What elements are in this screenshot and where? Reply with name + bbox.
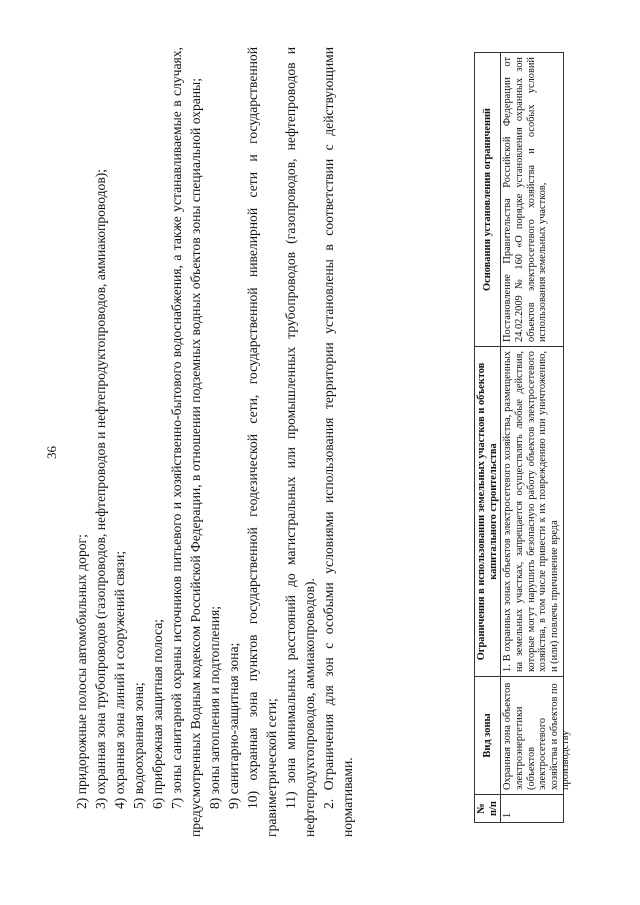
document-body [72,47,357,837]
cell-zone-type-text: Охранная зона объектов электроэнергетики (объектов электросетевого хозяйства и объектов по производству [502,682,572,790]
cell-number: 1 [501,795,564,823]
list-item: 11) зона минимальных расстояний до магистральных или промышленных трубопроводов (газопроводов, нефтепроводов и нефтепродуктопроводов, аммиакопроводов). [283,47,318,837]
cell-zone-type [501,677,572,795]
cell-restrictions-text: 1. В охранных зонах объектов электросетевого хозяйства, размещенных на земельных участках, запрещается осуществлять любые действия, которые могут нарушить безопасную работу объектов электросетевого хозяйства, в том числе привести к их повреждению или уничтожению, и (или) повлечь причинение вреда [502,351,560,672]
header-zone-type: Вид зоны [475,677,501,795]
paragraph: 2. Ограничения для зон с особыми условиями использования территории установлены в соответствии с действующими нормативами. [321,47,356,837]
list-item: 5) водоохранная зона; [131,682,147,809]
cell-basis-text: Постановление Правительства Российской Федерации от 24.02.2009 № 160 «О порядке установления охранных зон объектов электросетевого хозяйства и особых условий использования земельных участков, [502,57,549,342]
list-item: 9) санитарно-защитная зона; [226,642,242,809]
cell-basis [501,53,564,347]
header-number: № п/п [475,795,501,823]
list-item: 3) охранная зона трубопроводов (газопроводов, нефтепроводов и нефтепродуктопроводов, аммиакопроводов); [93,168,109,809]
list-item: 7) зоны санитарной охраны источников питьевого и хозяйственно-бытового водоснабжения, а также устанавливаемые в случаях, предусмотренных Водным кодексом Российской Федерации, в отношении подземных водных объектов зоны специальной охраны; [169,47,204,837]
table-header-row [475,53,501,823]
list-item: 10) охранная зона пунктов государственной геодезической сети, государственной нивелирной сети и государственной гравиметрической сети; [245,47,280,837]
page-number: 36 [44,446,59,459]
restrictions-table [474,52,572,823]
list-item: 6) прибрежная защитная полоса; [150,618,166,809]
cell-restrictions [501,347,564,677]
table-row [501,53,564,823]
list-item: 8) зоны затопления и подтопления; [207,605,223,809]
header-restrictions: Ограничения в использовании земельных участков и объектов капитального строительства [475,347,501,677]
header-basis: Основания установления ограничений [475,53,501,347]
list-item: 4) охранная зона линий и сооружений связи; [112,550,128,809]
list-item: 2) придорожные полосы автомобильных дорог; [74,534,89,809]
